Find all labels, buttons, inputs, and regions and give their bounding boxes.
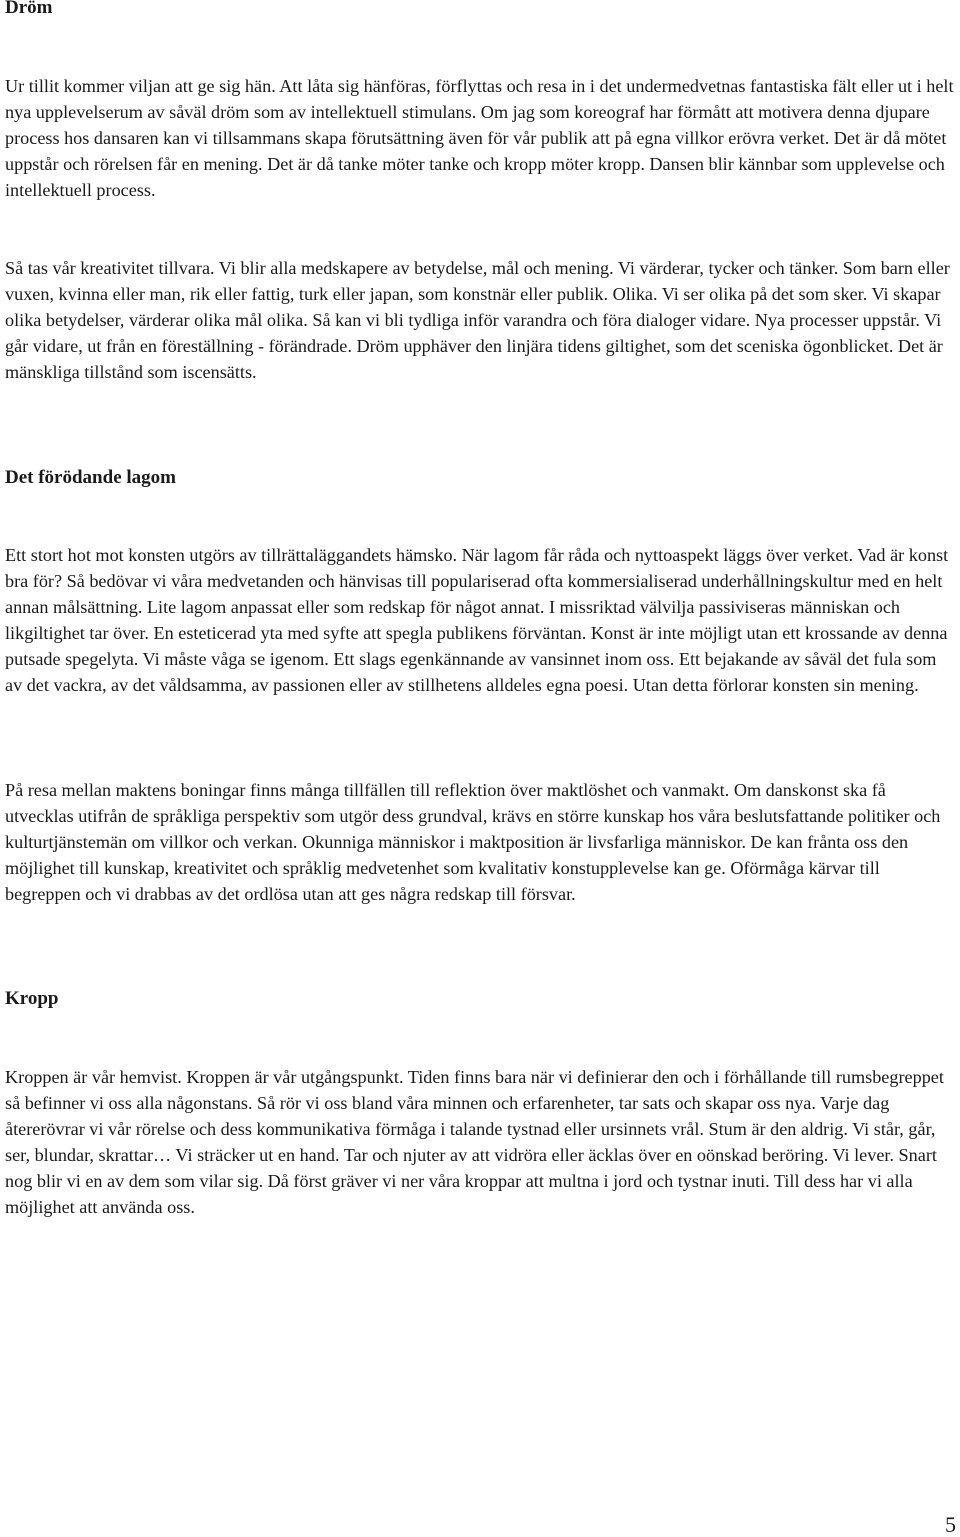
paragraph: Så tas vår kreativitet tillvara. Vi blir alla medskapere av betydelse, mål och mening. Vi värderar, tycker och tänker. Som barn eller vuxen, kvinna eller man, rik eller fattig, turk eller japan, som konstnär eller publik. Olika. Vi ser olika på det som sker. Vi skapar olika betydelser, värderar olika mål olika. Så kan vi bli tydliga inför varandra och föra dialoger vidare. Nya processer uppstår. Vi går vidare, ut från en föreställning - förändrade. Dröm upphäver den linjära tidens giltighet, som det sceniska ögonblicket. Det är mänskliga tillstånd som iscensätts.	[5, 258, 950, 382]
paragraph: På resa mellan maktens boningar finns många tillfällen till reflektion över maktlöshet och vanmakt. Om danskonst ska få utvecklas utifrån de språkliga perspektiv som utgör dess grundval, krävs en större kunskap hos våra beslutsfattande politiker och kulturtjänstemän om villkor och verkan. Okunniga människor i maktposition är livsfarliga människor. De kan frånta oss den möjlighet till kunskap, kreativitet och språklig medvetenhet som kvalitativ konstupplevelse kan ge. Oförmåga kärvar till begreppen och vi drabbas av det ordlösa utan att ges några redskap till försvar.	[5, 780, 941, 904]
section-heading-drom: Dröm	[5, 0, 53, 18]
paragraph: Ur tillit kommer viljan att ge sig hän. Att låta sig hänföras, förflyttas och resa in i det undermedvetnas fantastiska fält eller ut i helt nya upplevelserum av såväl dröm som av intellektuell stimulans. Om jag som koreograf har förmått att motivera denna djupare process hos dansaren kan vi tillsammans skapa förutsättning även för vår publik att på egna villkor erövra verket. Det är då mötet uppstår och rörelsen får en mening. Det är då tanke möter tanke och kropp möter kropp. Dansen blir kännbar som upplevelse och intellektuell process.	[5, 76, 954, 200]
section-heading-det-forodande-lagom: Det förödande lagom	[5, 467, 176, 488]
paragraph: Kroppen är vår hemvist. Kroppen är vår utgångspunkt. Tiden finns bara när vi definierar den och i förhållande till rumsbegreppet så befinner vi oss alla någonstans. Så rör vi oss bland våra minnen och erfarenheter, tar sats och skapar oss nya. Varje dag återerövrar vi vår rörelse och dess kommunikativa förmåga i talande tystnad eller ursinnets vrål. Stum är den aldrig. Vi står, går, ser, blundar, skrattar… Vi sträcker ut en hand. Tar och njuter av att vidröra eller äcklas över en oönskad beröring. Vi lever. Snart nog blir vi en av dem som vilar sig. Då först gräver vi ner våra kroppar att multna i jord och tystnar inuti. Till dess har vi alla möjlighet att använda oss.	[5, 1067, 944, 1217]
page-number: 5	[945, 1512, 956, 1537]
paragraph: Ett stort hot mot konsten utgörs av tillrättaläggandets hämsko. När lagom får råda och nyttoaspekt läggs över verket. Vad är konst bra för? Så bedövar vi våra medvetanden och hänvisas till populariserad ofta kommersialiserad underhållningskultur med en helt annan målsättning. Lite lagom anpassat eller som redskap för något annat. I missriktad välvilja passiviseras människan och likgiltighet tar över. En esteticerad yta med syfte att spegla publikens förväntan. Konst är inte möjligt utan ett krossande av denna putsade spegelyta. Vi måste våga se igenom. Ett slags egenkännande av vansinnet inom oss. Ett bejakande av såväl det fula som av det vackra, av det våldsamma, av passionen eller av stillhetens alldeles egna poesi. Utan detta förlorar konsten sin mening.	[5, 545, 949, 695]
section-heading-kropp: Kropp	[5, 988, 59, 1009]
